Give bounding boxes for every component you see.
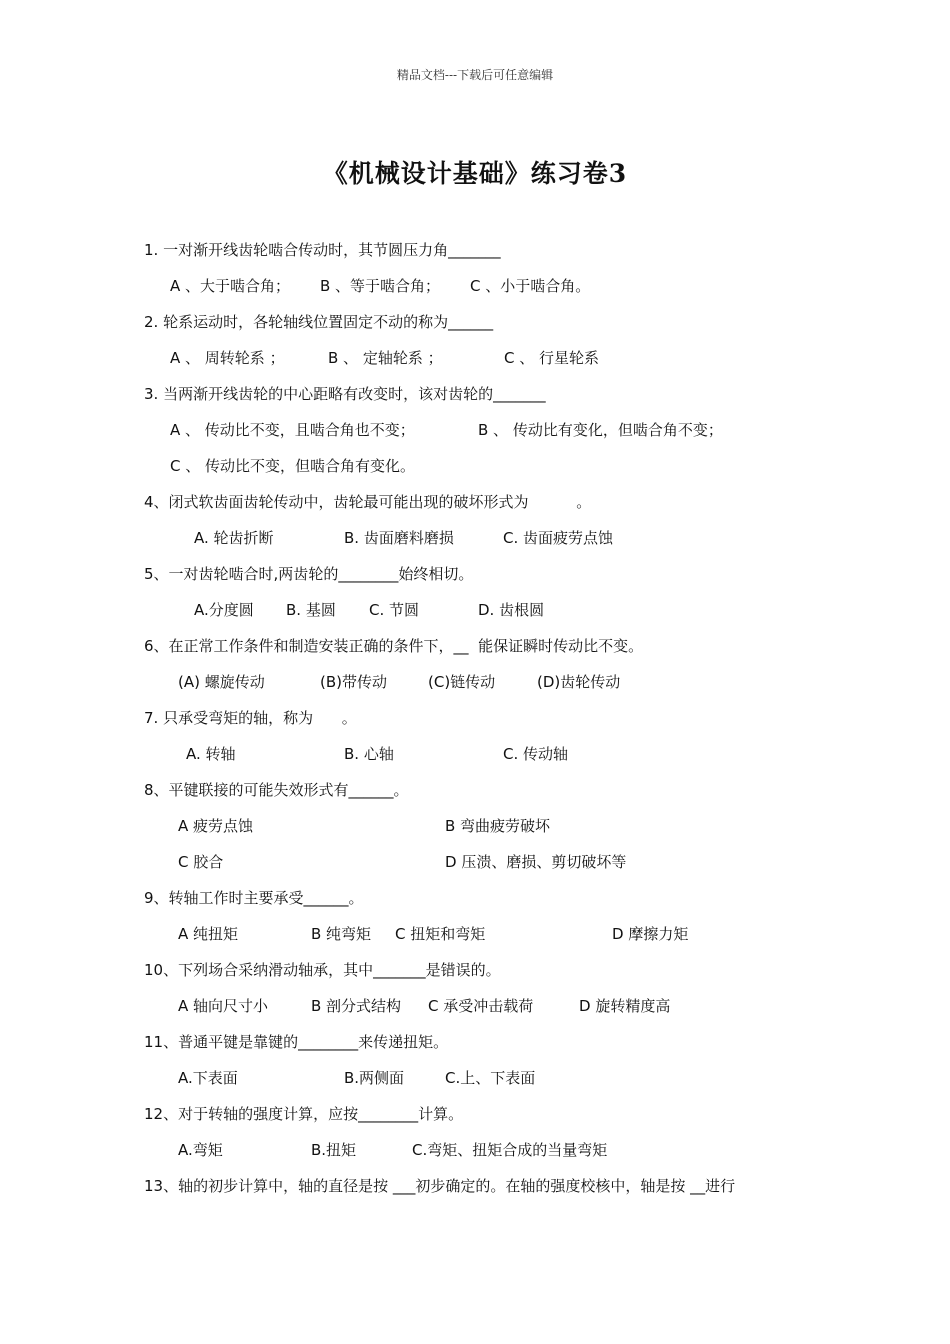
question-7: 7. 只承受弯矩的轴，称为 。 [144,709,357,727]
q10-option-c: C 承受冲击载荷 [428,997,534,1015]
q8-option-c: C 胶合 [178,853,224,871]
question-1: 1. 一对渐开线齿轮啮合传动时，其节圆压力角_______ [144,241,501,259]
q6-option-c: (C)链传动 [428,673,496,691]
q4-option-b: B. 齿面磨料磨损 [344,529,454,547]
q2-option-b: B 、 定轴轮系 ； [328,349,443,367]
q2-option-c: C 、 行星轮系 [504,349,600,367]
q7-option-a: A. 转轴 [186,745,236,763]
q12-option-c: C.弯矩、扭矩合成的当量弯矩 [412,1141,608,1159]
q9-option-a: A 纯扭矩 [178,925,239,943]
question-4: 4、闭式软齿面齿轮传动中，齿轮最可能出现的破坏形式为 。 [144,493,592,511]
q3-option-a: A 、 传动比不变，且啮合角也不变； [170,421,415,439]
document-title: 《机械设计基础》练习卷3 [322,159,628,188]
q4-option-c: C. 齿面疲劳点蚀 [503,529,614,547]
q11-option-c: C.上、下表面 [445,1069,536,1087]
q1-option-a: A 、大于啮合角； [170,277,291,295]
q12-option-a: A.弯矩 [178,1141,223,1159]
q9-option-c: C 扭矩和弯矩 [395,925,486,943]
q5-option-a: A.分度圆 [194,601,254,619]
q5-option-b: B. 基圆 [286,601,336,619]
q4-option-a: A. 轮齿折断 [194,529,274,547]
question-3: 3. 当两渐开线齿轮的中心距略有改变时，该对齿轮的_______ [144,385,546,403]
q8-option-b: B 弯曲疲劳破坏 [445,817,551,835]
q9-option-b: B 纯弯矩 [311,925,372,943]
q8-option-d: D 压溃、磨损、剪切破坏等 [445,853,627,871]
question-8: 8、平键联接的可能失效形式有______。 [144,781,409,799]
q6-option-a: (A) 螺旋传动 [178,673,265,691]
q12-option-b: B.扭矩 [311,1141,357,1159]
question-11: 11、普通平键是靠键的________来传递扭矩。 [144,1033,449,1051]
page-header: 精品文档---下载后可任意编辑 [396,68,554,82]
q1-option-b: B 、等于啮合角； [320,277,441,295]
q9-option-d: D 摩擦力矩 [612,925,689,943]
q11-option-a: A.下表面 [178,1069,238,1087]
question-12: 12、对于转轴的强度计算，应按________计算。 [144,1105,464,1123]
q1-option-c: C 、小于啮合角。 [470,277,591,295]
q7-option-b: B. 心轴 [344,745,394,763]
q5-option-d: D. 齿根圆 [478,601,545,619]
q6-option-d: (D)齿轮传动 [537,673,621,691]
q6-option-b: (B)带传动 [320,673,387,691]
q10-option-b: B 剖分式结构 [311,997,402,1015]
q8-option-a: A 疲劳点蚀 [178,817,254,835]
question-10: 10、下列场合采纳滑动轴承，其中_______是错误的。 [144,961,501,979]
q3-option-c: C 、 传动比不变，但啮合角有变化。 [170,457,416,475]
q10-option-d: D 旋转精度高 [579,997,671,1015]
question-6: 6、在正常工作条件和制造安装正确的条件下，__ 能保证瞬时传动比不变。 [144,637,644,655]
question-13: 13、轴的初步计算中，轴的直径是按 ___初步确定的。在轴的强度校核中，轴是按 __进行 [144,1177,736,1195]
q10-option-a: A 轴向尺寸小 [178,997,269,1015]
question-2: 2. 轮系运动时，各轮轴线位置固定不动的称为______ [144,313,494,331]
question-9: 9、转轴工作时主要承受______。 [144,889,364,907]
q3-option-b: B 、 传动比有变化，但啮合角不变； [478,421,723,439]
q5-option-c: C. 节圆 [369,601,420,619]
question-5: 5、一对齿轮啮合时,两齿轮的________始终相切。 [144,565,474,583]
q7-option-c: C. 传动轴 [503,745,569,763]
q2-option-a: A 、 周转轮系 ； [170,349,285,367]
q11-option-b: B.两侧面 [344,1069,405,1087]
